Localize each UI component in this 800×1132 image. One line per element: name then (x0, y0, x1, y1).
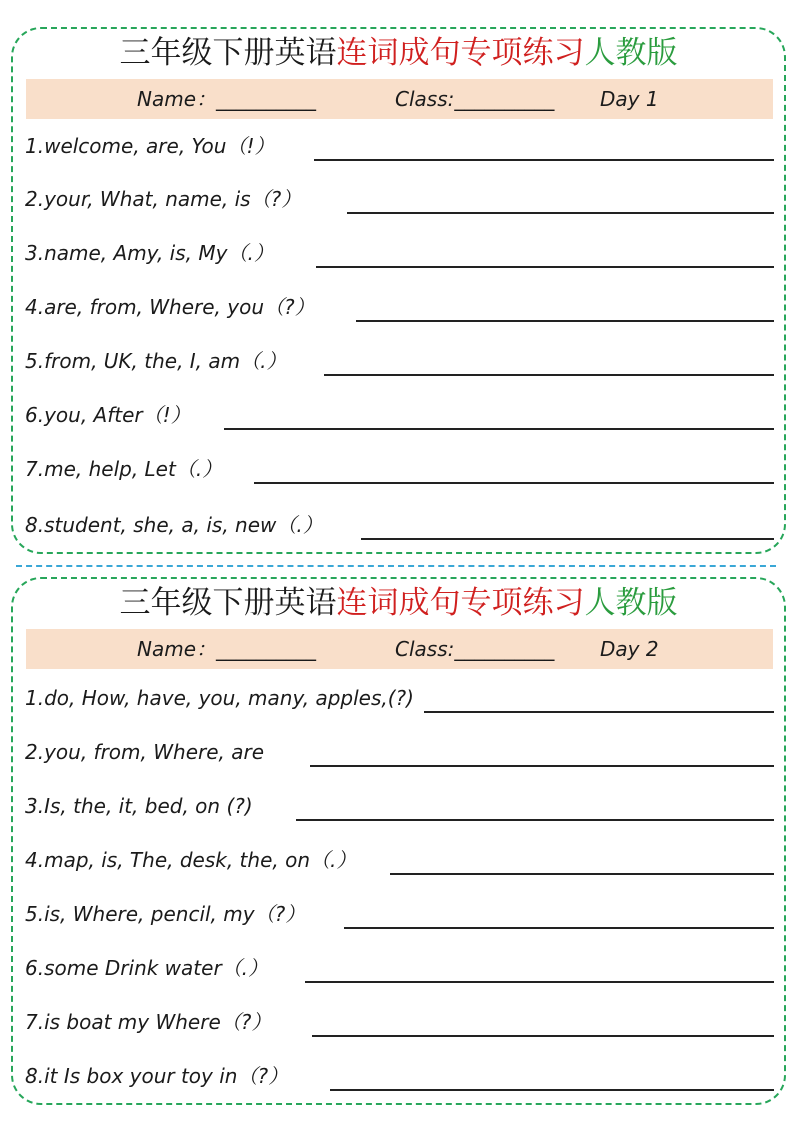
title-topic: 连词成句专项练习 (336, 585, 585, 621)
question-prompt: 6.some Drink water（.） (25, 956, 269, 980)
title-edition: 人教版 (584, 35, 678, 71)
question-prompt: 8.it Is box your toy in（?） (25, 1064, 289, 1088)
question-row (25, 835, 774, 875)
question-row (25, 889, 774, 929)
worksheet-day-2 (11, 577, 786, 1105)
question-row (25, 121, 774, 161)
question-prompt: 1.welcome, are, You（!） (25, 134, 275, 158)
question-row (25, 174, 774, 214)
answer-line[interactable] (361, 538, 774, 540)
name-field[interactable]: Name：__________ (137, 87, 317, 111)
worksheet-title (13, 583, 784, 623)
answer-line[interactable] (254, 482, 774, 484)
question-row (25, 997, 774, 1037)
question-prompt: 6.you, After（!） (25, 403, 191, 427)
class-field[interactable]: Class:__________ (395, 637, 555, 661)
question-prompt: 3.Is, the, it, bed, on (?) (25, 794, 253, 818)
question-row (25, 1051, 774, 1091)
question-row (25, 727, 774, 767)
question-prompt: 5.is, Where, pencil, my（?） (25, 902, 306, 926)
class-field[interactable]: Class:__________ (395, 87, 555, 111)
name-field[interactable]: Name：__________ (137, 637, 317, 661)
answer-line[interactable] (324, 374, 774, 376)
title-edition: 人教版 (584, 585, 678, 621)
title-grade: 三年级下册英语 (119, 35, 337, 71)
question-row (25, 282, 774, 322)
answer-line[interactable] (314, 159, 774, 161)
title-topic: 连词成句专项练习 (336, 35, 585, 71)
answer-line[interactable] (330, 1089, 774, 1091)
answer-line[interactable] (344, 927, 774, 929)
question-row (25, 781, 774, 821)
question-prompt: 4.are, from, Where, you（?） (25, 295, 315, 319)
question-row (25, 500, 774, 540)
question-row (25, 444, 774, 484)
question-prompt: 8.student, she, a, is, new（.） (25, 513, 323, 537)
question-row (25, 943, 774, 983)
day-label: Day 1 (600, 87, 659, 111)
question-row (25, 228, 774, 268)
question-prompt: 1.do, How, have, you, many, apples,(?) (25, 686, 414, 710)
info-bar (26, 629, 773, 669)
answer-line[interactable] (305, 981, 774, 983)
worksheet-title (13, 33, 784, 73)
answer-line[interactable] (424, 711, 774, 713)
info-bar (26, 79, 773, 119)
answer-line[interactable] (390, 873, 774, 875)
worksheet-day-1 (11, 27, 786, 554)
question-row (25, 336, 774, 376)
question-row (25, 390, 774, 430)
question-prompt: 7.is boat my Where（?） (25, 1010, 272, 1034)
question-prompt: 5.from, UK, the, I, am（.） (25, 349, 287, 373)
answer-line[interactable] (316, 266, 774, 268)
question-prompt: 2.you, from, Where, are (25, 740, 265, 764)
day-label: Day 2 (600, 637, 659, 661)
question-prompt: 3.name, Amy, is, My（.） (25, 241, 274, 265)
question-prompt: 2.your, What, name, is（?） (25, 187, 302, 211)
question-row (25, 673, 774, 713)
cut-line-divider (16, 565, 776, 567)
answer-line[interactable] (347, 212, 774, 214)
answer-line[interactable] (310, 765, 774, 767)
answer-line[interactable] (296, 819, 774, 821)
title-grade: 三年级下册英语 (119, 585, 337, 621)
question-prompt: 4.map, is, The, desk, the, on（.） (25, 848, 357, 872)
answer-line[interactable] (356, 320, 774, 322)
answer-line[interactable] (312, 1035, 774, 1037)
question-prompt: 7.me, help, Let（.） (25, 457, 223, 481)
answer-line[interactable] (224, 428, 774, 430)
